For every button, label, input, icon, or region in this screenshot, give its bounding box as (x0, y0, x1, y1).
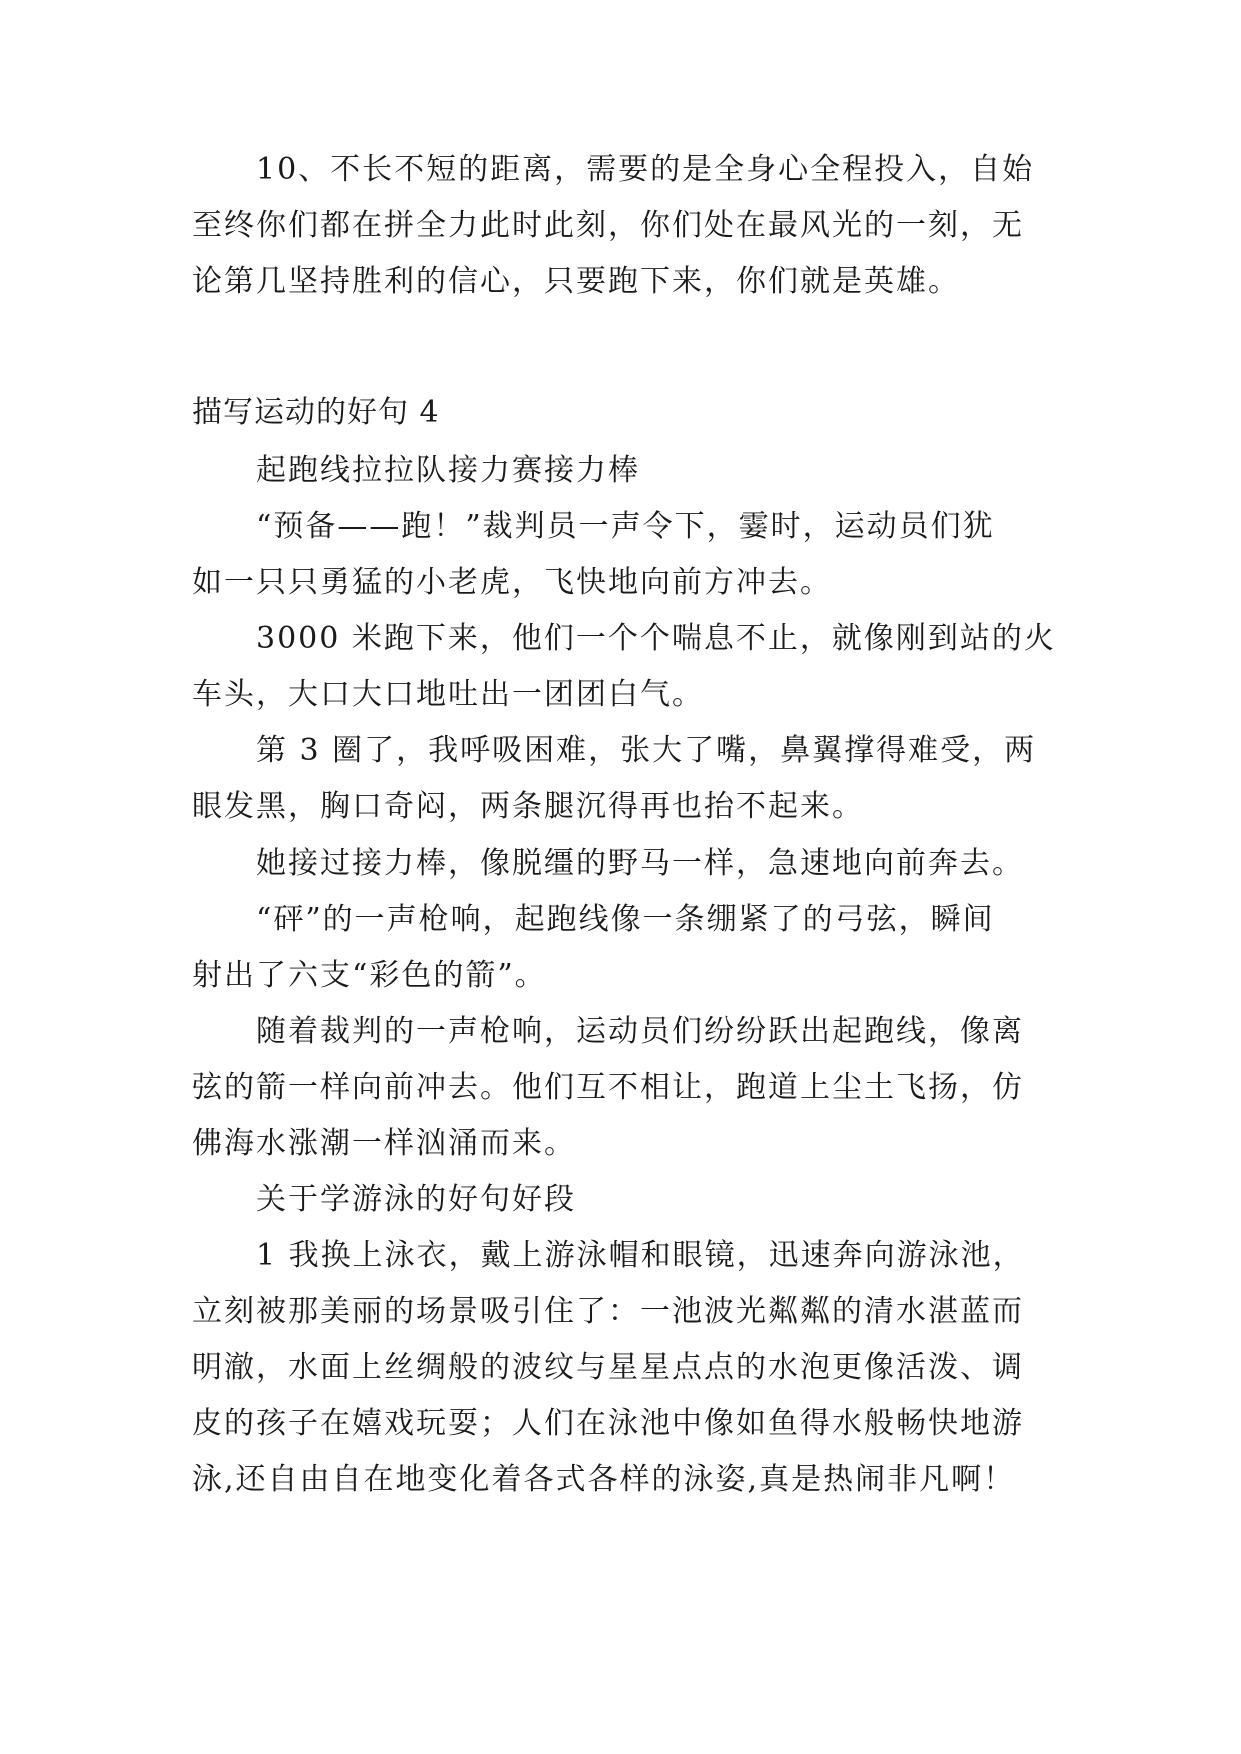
swim-paragraph-line-1: 1 我换上泳衣，戴上游泳帽和眼镜，迅速奔向游泳池， (256, 1238, 1025, 1273)
paragraph-2-line-2: 车头，大口大口地吐出一团团白气。 (192, 677, 704, 712)
paragraph-6-line-1: 随着裁判的一声枪响，运动员们纷纷跃出起跑线，像离 (256, 1014, 1024, 1049)
paragraph-5-line-2: 射出了六支“彩色的箭”。 (192, 958, 547, 993)
paragraph-6-line-3: 佛海水涨潮一样汹涌而来。 (192, 1126, 576, 1161)
swim-heading: 关于学游泳的好句好段 (256, 1182, 576, 1217)
paragraph-6-line-2: 弦的箭一样向前冲去。他们互不相让，跑道上尘土飞扬，仿 (192, 1070, 1024, 1105)
paragraph-1-line-2: 如一只只勇猛的小老虎，飞快地向前方冲去。 (192, 565, 832, 600)
paragraph-10-line-3: 论第几坚持胜利的信心，只要跑下来，你们就是英雄。 (192, 264, 960, 299)
swim-paragraph-line-4: 皮的孩子在嬉戏玩耍；人们在泳池中像如鱼得水般畅快地游 (192, 1406, 1024, 1441)
swim-paragraph-line-5: 泳,还自由自在地变化着各式各样的泳姿,真是热闹非凡啊！ (192, 1462, 1016, 1497)
paragraph-5-line-1: “砰”的一声枪响，起跑线像一条绷紧了的弓弦，瞬间 (256, 902, 995, 937)
paragraph-3-line-1: 第 3 圈了，我呼吸困难，张大了嘴，鼻翼撑得难受，两 (256, 733, 1037, 768)
keywords-line: 起跑线拉拉队接力赛接力棒 (256, 453, 640, 488)
paragraph-3-line-2: 眼发黑，胸口奇闷，两条腿沉得再也抬不起来。 (192, 789, 864, 824)
paragraph-4-line-1: 她接过接力棒，像脱缰的野马一样，急速地向前奔去。 (256, 846, 1024, 881)
paragraph-10-line-2: 至终你们都在拼全力此时此刻，你们处在最风光的一刻，无 (192, 208, 1024, 243)
section-heading: 描写运动的好句 4 (192, 395, 440, 430)
paragraph-10-line-1: 10、不长不短的距离，需要的是全身心全程投入，自始 (256, 152, 1035, 187)
swim-paragraph-line-2: 立刻被那美丽的场景吸引住了：一池波光粼粼的清水湛蓝而 (192, 1294, 1024, 1329)
swim-paragraph-line-3: 明澈，水面上丝绸般的波纹与星星点点的水泡更像活泼、调 (192, 1350, 1024, 1385)
paragraph-1-line-1: “预备——跑！”裁判员一声令下，霎时，运动员们犹 (256, 509, 995, 544)
paragraph-2-line-1: 3000 米跑下来，他们一个个喘息不止，就像刚到站的火 (256, 621, 1056, 656)
